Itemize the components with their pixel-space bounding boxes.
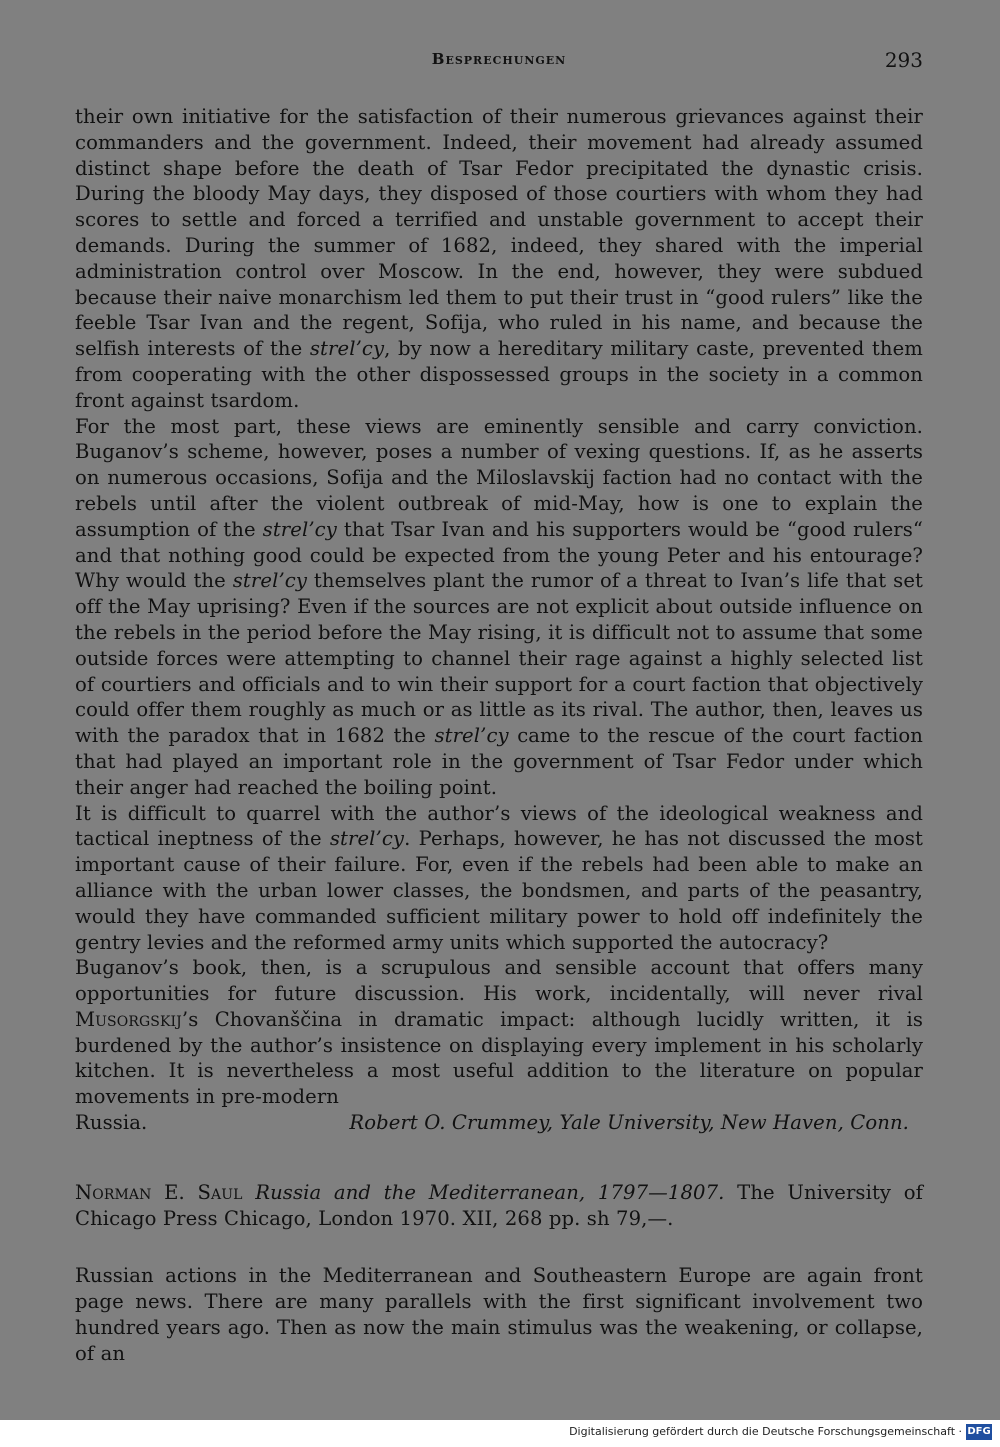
paragraph — [75, 955, 923, 1110]
running-head: Besprechungen — [431, 50, 567, 68]
text-run: came to the rescue of the court faction that had played an important role in the government of Tsar Fedor under which their anger had reached the boiling point. — [75, 724, 923, 799]
paragraph — [75, 104, 923, 414]
small-caps-name: Musorgskij — [75, 1007, 182, 1031]
paragraph — [75, 414, 923, 801]
italic-term: strel’cy — [434, 724, 509, 748]
italic-term: strel’cy — [329, 827, 405, 851]
footer-bar — [0, 1420, 1000, 1447]
italic-term: strel’cy — [309, 337, 385, 361]
citation-details: The University of Chicago Press Chicago, London 1970. XII, 268 pp. sh 79,—. — [75, 1180, 923, 1230]
text-run: Russia. — [75, 1111, 148, 1135]
dfg-logo: DFG — [966, 1424, 992, 1440]
text-run: Buganov’s book, then, is a scrupulous and sensible account that offers many opportunities for future discussion. His work, incidentally, will never rival — [75, 956, 923, 1006]
citation-author: Norman E. Saul — [75, 1180, 243, 1204]
text-run: For the most part, these views are eminently sensible and carry conviction. Buganov’s scheme, however, poses a number of vexing questions. If, as he asserts on numerous occasions, Sofija and the Miloslavskij faction had no contact with the rebels until after the violent outbreak of mid-May, how is one to explain the assumption of the — [75, 414, 923, 541]
page-header — [75, 48, 923, 78]
italic-term: strel’cy — [232, 569, 308, 593]
book-citation — [75, 1180, 923, 1232]
text-run: , by now a hereditary military caste, prevented them from cooperating with the other dispossessed groups in the society in a common front against tsardom. — [75, 337, 923, 412]
reviewer-signature: Robert O. Crummey, Yale University, New Haven, Conn. — [349, 1111, 909, 1135]
signature-line — [75, 1110, 923, 1136]
citation-title: Russia and the Mediterranean, 1797—1807. — [255, 1180, 725, 1204]
article-body — [75, 104, 923, 1367]
page-number: 293 — [884, 48, 923, 72]
text-run: their own initiative for the satisfaction of their numerous grievances against their commanders and the government. Indeed, their movement had already assumed distinct shape before the death of Tsar Fedor precipitated the dynastic crisis. During the bloody May days, they disposed of those courtiers with whom they had scores to settle and forced a terrified and unstable government to accept their demands. During the summer of 1682, indeed, they shared with the imperial administration control over Moscow. In the end, however, they were subdued because their naive monarchism led them to put their trust in “good rulers” like the feeble Tsar Ivan and the regent, Sofija, who ruled in his name, and because the selfish interests of the — [75, 105, 923, 361]
footer-credit: Digitalisierung gefördert durch die Deutsche Forschungsgemeinschaft · — [569, 1425, 962, 1438]
italic-term: strel’cy — [262, 517, 337, 541]
text-run: that Tsar Ivan and his supporters would be “good rulers“ and that nothing good could be expected from the young Peter and his entourage? Why would the — [75, 517, 923, 593]
paragraph — [75, 1263, 923, 1366]
text-run: ’s Chovanščina in dramatic impact: although lucidly written, it is burdened by the author’s insistence on displaying every implement in his scholarly kitchen. It is nevertheless a most useful addition to the literature on popular movements in pre-modern — [75, 1007, 923, 1109]
paragraph — [75, 801, 923, 956]
text-run: Russian actions in the Mediterranean and Southeastern Europe are again front page news. There are many parallels with the first significant involvement two hundred years ago. Then as now the main stimulus was the weakening, or collapse, of an — [75, 1264, 923, 1365]
text-run: . Perhaps, however, he has not discussed the most important cause of their failure. For, even if the rebels had been able to make an alliance with the urban lower classes, the bondsmen, and parts of the peasantry, would they have commanded sufficient military power to hold off indefinitely the gentry levies and the reformed army units which supported the autocracy? — [75, 827, 924, 954]
text-run: themselves plant the rumor of a threat to Ivan’s life that set off the May uprising? Even if the sources are not explicit about outside influence on the rebels in the period before the May rising, it is difficult not to assume that some outside forces were attempting to channel their rage against a highly selected list of courtiers and officials and to win their support for a court faction that objectively could offer them roughly as much or as little as its rival. The author, then, leaves us with the paradox that in 1682 the — [75, 569, 924, 748]
text-run: It is difficult to quarrel with the author’s views of the ideological weakness and tactical ineptness of the — [75, 801, 923, 851]
